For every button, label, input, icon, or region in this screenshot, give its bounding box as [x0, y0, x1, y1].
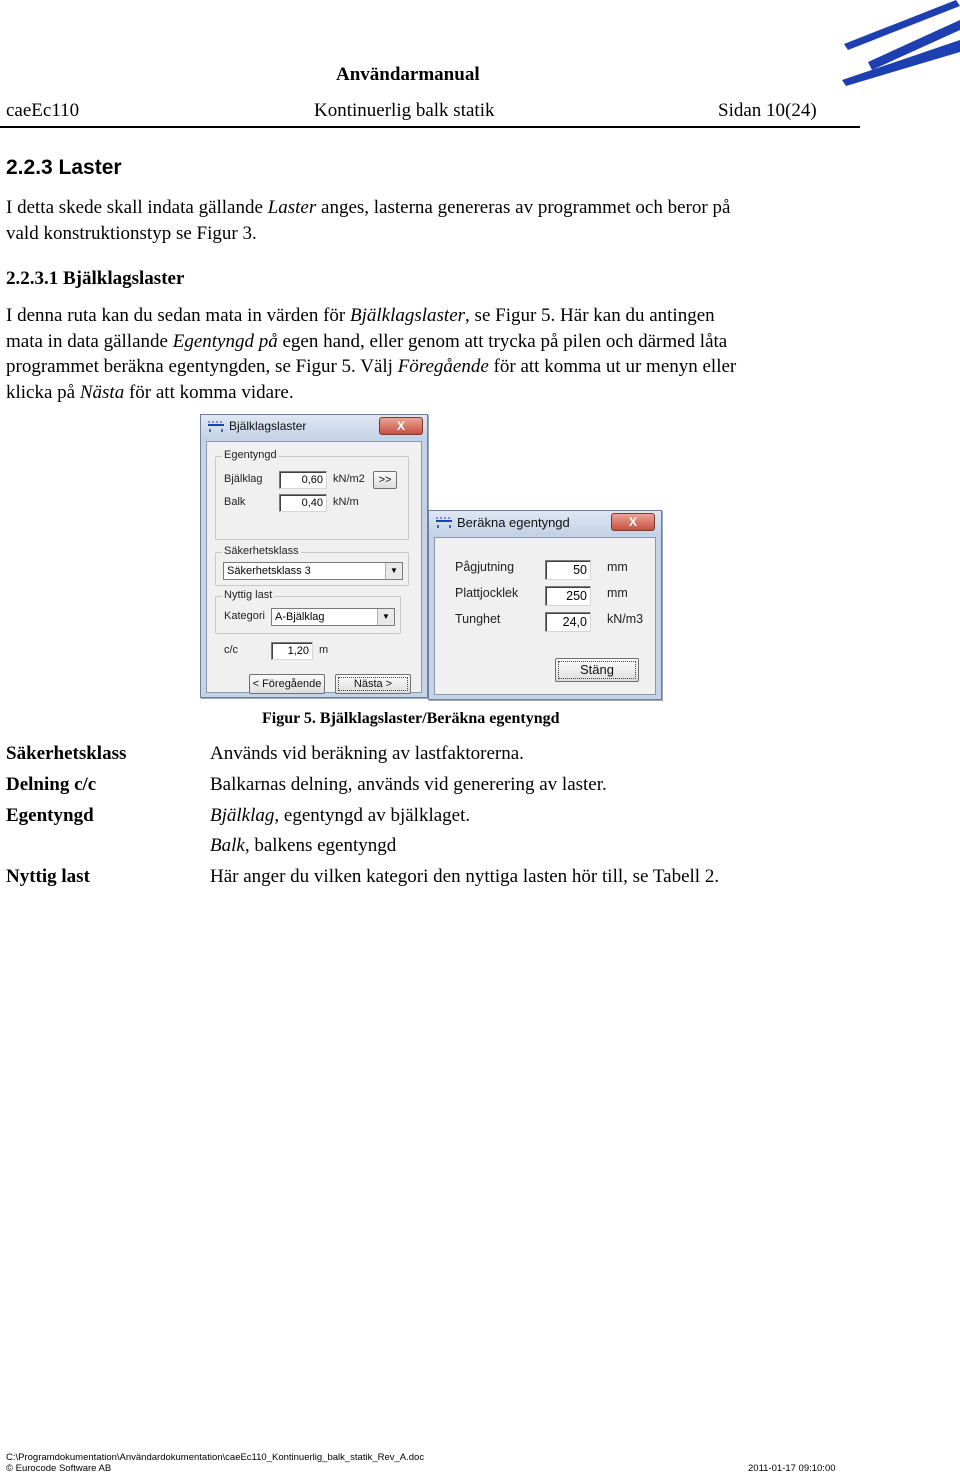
sakerhetsklass-group-label: Säkerhetsklass: [224, 545, 299, 557]
tunghet-input[interactable]: 24,0: [545, 612, 591, 632]
footer-file-path: C:\Programdokumentation\Användardokumentation\caeEc110_Kontinuerlig_balk_statik_Rev_A.doc: [6, 1452, 425, 1463]
section-intro-line-2: vald konstruktionstyp se Figur 3.: [6, 223, 257, 244]
subsection-paragraph-line-1: I denna ruta kan du sedan mata in värden för Bjälklagslaster, se Figur 5. Här kan du antingen: [6, 305, 715, 326]
berakna-egentyngd-title: Beräkna egentyngd: [457, 515, 570, 530]
term-sakerhetsklass: Säkerhetsklass: [6, 743, 127, 764]
document-title: Användarmanual: [336, 64, 480, 85]
close-icon[interactable]: X: [611, 513, 655, 531]
definition-nyttig-last: Här anger du vilken kategori den nyttiga lasten hör till, se Tabell 2.: [210, 866, 720, 887]
tunghet-label: Tunghet: [455, 612, 501, 626]
bjalklagslaster-client: [206, 441, 422, 693]
section-heading: 2.2.3 Laster: [6, 156, 122, 179]
header-page-number: Sidan 10(24): [718, 100, 817, 121]
sakerhetsklass-select[interactable]: [223, 562, 403, 580]
pagjutning-label: Pågjutning: [455, 560, 515, 574]
balk-input[interactable]: 0,40: [279, 494, 327, 512]
term-nyttig-last: Nyttig last: [6, 866, 90, 887]
bjalklag-unit: kN/m2: [333, 473, 365, 485]
definition-delning: Balkarnas delning, används vid generering av laster.: [210, 774, 607, 795]
chevron-down-icon[interactable]: ▼: [385, 563, 402, 579]
previous-button[interactable]: < Föregående: [249, 674, 325, 694]
footer-date: 2011-01-17 09:10:00: [748, 1463, 836, 1474]
cc-input[interactable]: 1,20: [271, 642, 313, 660]
definition-egentyngd-bjalklag: Bjälklag, egentyngd av bjälklaget.: [210, 805, 471, 826]
plattjocklek-label: Plattjocklek: [455, 586, 519, 600]
nyttig-last-group-label: Nyttig last: [224, 589, 273, 601]
beam-icon: [207, 421, 225, 433]
kategori-select[interactable]: [271, 608, 395, 626]
close-dialog-button[interactable]: [555, 658, 639, 682]
chevron-down-icon[interactable]: ▼: [377, 609, 394, 625]
bjalklagslaster-title: Bjälklagslaster: [229, 419, 307, 433]
balk-unit: kN/m: [333, 496, 359, 508]
tunghet-unit: kN/m3: [607, 612, 644, 626]
close-dialog-button-label: Stäng: [580, 662, 614, 677]
company-logo: [838, 0, 960, 86]
berakna-egentyngd-client: [434, 537, 656, 695]
beam-icon: [435, 517, 453, 529]
balk-label: Balk: [224, 496, 246, 508]
cc-label: c/c: [224, 644, 239, 656]
sakerhetsklass-value: Säkerhetsklass 3: [227, 565, 311, 577]
term-egentyngd: Egentyngd: [6, 805, 94, 826]
subsection-heading: 2.2.3.1 Bjälklagslaster: [6, 268, 185, 289]
header-subject: Kontinuerlig balk statik: [314, 100, 495, 121]
calculate-egentyngd-button[interactable]: >>: [373, 471, 397, 489]
cc-unit: m: [319, 644, 329, 656]
plattjocklek-input[interactable]: 250: [545, 586, 591, 606]
footer-company: © Eurocode Software AB: [6, 1463, 112, 1474]
subsection-paragraph-line-2: mata in data gällande Egentyngd på egen hand, eller genom att trycka på pilen och därmed låta: [6, 331, 728, 352]
section-intro-line-1: I detta skede skall indata gällande Laster anges, lasterna genereras av programmet och beror på: [6, 197, 731, 218]
figure-caption: Figur 5. Bjälklagslaster/Beräkna egentyngd: [262, 710, 560, 727]
next-button-label: Nästa >: [353, 678, 393, 690]
berakna-egentyngd-titlebar[interactable]: [429, 511, 661, 535]
subsection-paragraph-line-4: klicka på Nästa för att komma vidare.: [6, 382, 294, 403]
bjalklagslaster-window: [200, 414, 428, 698]
subsection-paragraph-line-3: programmet beräkna egentyngden, se Figur 5. Välj Föregående för att komma ut ur menyn eller: [6, 356, 737, 377]
plattjocklek-unit: mm: [607, 586, 628, 600]
egentyngd-group-label: Egentyngd: [224, 449, 277, 461]
definition-sakerhetsklass: Används vid beräkning av lastfaktorerna.: [210, 743, 524, 764]
bjalklag-label: Bjälklag: [224, 473, 263, 485]
header-rule: [0, 126, 860, 128]
bjalklag-input[interactable]: 0,60: [279, 471, 327, 489]
header-product: caeEc110: [6, 100, 80, 121]
pagjutning-input[interactable]: 50: [545, 560, 591, 580]
kategori-label: Kategori: [224, 610, 265, 622]
bjalklagslaster-titlebar[interactable]: [201, 415, 427, 439]
close-icon[interactable]: X: [379, 417, 423, 435]
term-delning: Delning c/c: [6, 774, 97, 795]
definition-egentyngd-balk: Balk, balkens egentyngd: [210, 835, 397, 856]
kategori-value: A-Bjälklag: [275, 611, 325, 623]
pagjutning-unit: mm: [607, 560, 628, 574]
berakna-egentyngd-window: [428, 510, 662, 700]
next-button[interactable]: [335, 674, 411, 694]
